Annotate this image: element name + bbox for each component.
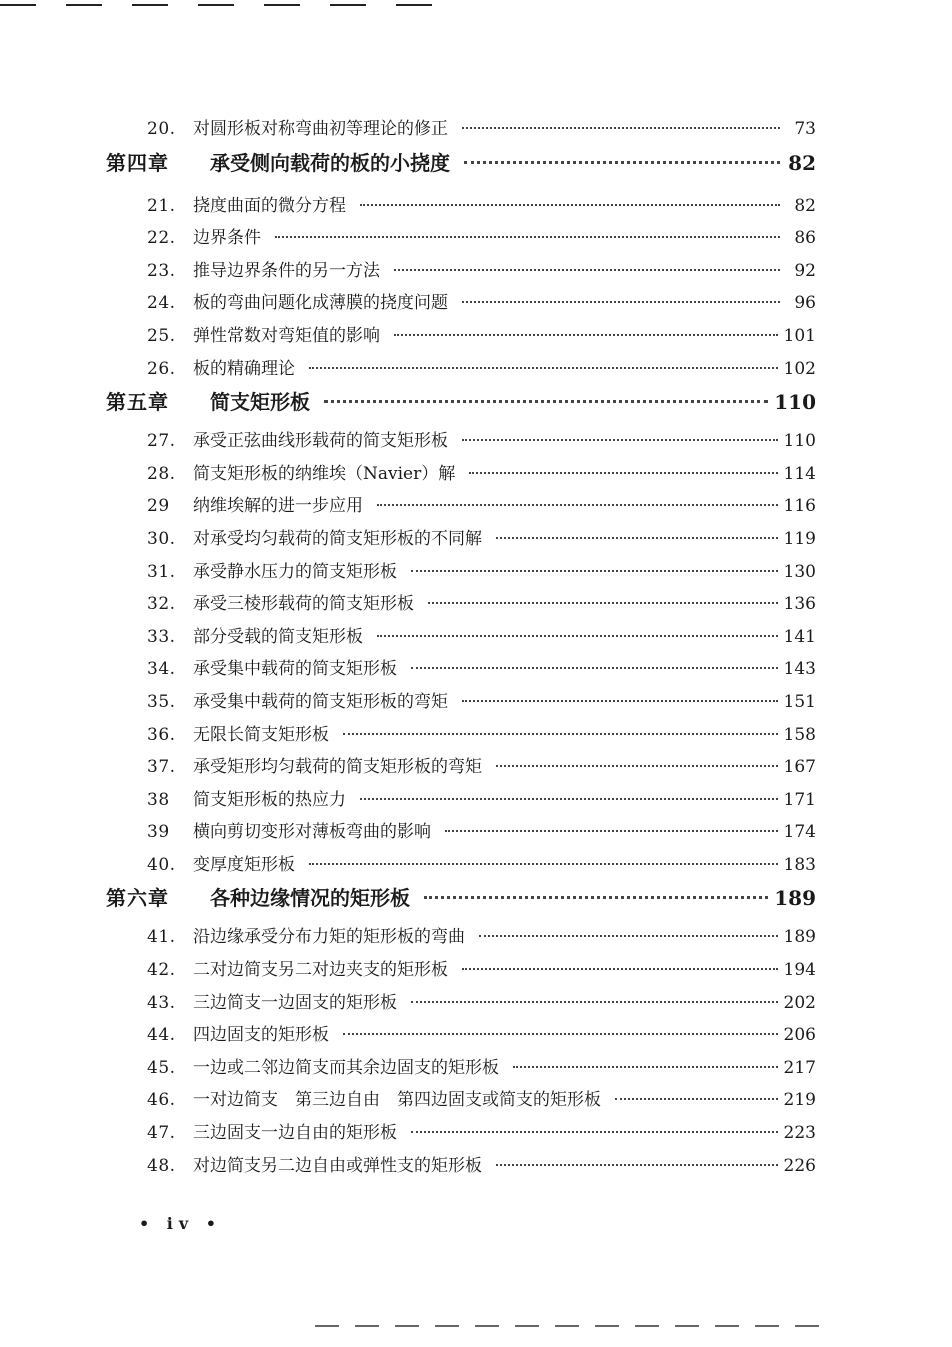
- section-title: 部分受载的简支矩形板: [193, 626, 363, 647]
- toc-entry-row: [104, 1151, 816, 1184]
- page-number: 194: [783, 960, 816, 981]
- section-number: 45.: [147, 1057, 176, 1078]
- section-number: 33.: [147, 626, 176, 647]
- section-number: 27.: [147, 431, 176, 452]
- page-number: 86: [794, 228, 816, 249]
- section-title: 三边简支一边固支的矩形板: [193, 992, 397, 1013]
- page-number: 82: [794, 195, 816, 216]
- dot-leader: [343, 733, 778, 735]
- section-title: 纳维埃解的进一步应用: [193, 496, 363, 517]
- dot-leader: [462, 700, 778, 702]
- toc-entry-row: [104, 687, 816, 720]
- dot-leader: [411, 570, 778, 572]
- toc-entry-row: [104, 988, 816, 1021]
- dot-leader: [496, 1164, 778, 1166]
- section-number: 48.: [147, 1155, 176, 1176]
- top-scan-rule: [0, 4, 445, 6]
- section-title: 对边简支另二边自由或弹性支的矩形板: [193, 1155, 482, 1176]
- section-number: 31.: [147, 561, 176, 582]
- page-number: 96: [794, 293, 816, 314]
- toc-entry-row: [104, 622, 816, 655]
- dot-leader: [445, 830, 778, 832]
- toc-entry-row: [104, 426, 816, 459]
- section-number: 34.: [147, 659, 176, 680]
- section-title: 简支矩形板的纳维埃（Navier）解: [193, 463, 456, 484]
- section-number: 44.: [147, 1025, 176, 1046]
- chapter-title: 简支矩形板: [210, 390, 310, 415]
- page-number: 158: [783, 724, 816, 745]
- section-title: 推导边界条件的另一方法: [193, 260, 380, 281]
- section-number: 22.: [147, 228, 176, 249]
- section-title: 横向剪切变形对薄板弯曲的影响: [193, 822, 431, 843]
- section-number: 35.: [147, 691, 176, 712]
- section-number: 37.: [147, 757, 176, 778]
- section-title: 承受三棱形载荷的简支矩形板: [193, 594, 414, 615]
- page-number: 189: [774, 886, 816, 911]
- page-number: 101: [783, 325, 816, 346]
- toc-entry-row: [104, 1118, 816, 1151]
- dot-leader: [377, 635, 778, 637]
- section-title: 四边固支的矩形板: [193, 1025, 329, 1046]
- section-title: 变厚度矩形板: [193, 854, 295, 875]
- toc-entry-row: [104, 321, 816, 354]
- dot-leader: [462, 968, 778, 970]
- toc-entry-row: [104, 256, 816, 289]
- section-title: 对承受均匀载荷的简支矩形板的不同解: [193, 528, 482, 549]
- chapter-title: 各种边缘情况的矩形板: [210, 886, 410, 911]
- section-title: 弹性常数对弯矩值的影响: [193, 325, 380, 346]
- dot-leader: [309, 863, 778, 865]
- toc-chapter-row: [104, 882, 816, 922]
- section-title: 承受静水压力的简支矩形板: [193, 561, 397, 582]
- page-number: 167: [783, 757, 816, 778]
- toc-entry-row: [104, 955, 816, 988]
- dot-leader: [469, 472, 777, 474]
- page-number: 110: [783, 431, 816, 452]
- page-number: 206: [783, 1025, 816, 1046]
- section-number: 40.: [147, 854, 176, 875]
- chapter-title: 承受侧向载荷的板的小挠度: [210, 150, 450, 175]
- toc-entry-row: [104, 589, 816, 622]
- dot-leader: [462, 301, 780, 303]
- page-number: 183: [783, 854, 816, 875]
- toc-entry-row: [104, 720, 816, 753]
- section-number: 26.: [147, 358, 176, 379]
- toc-entry-row: [104, 491, 816, 524]
- section-number: 38: [147, 789, 170, 810]
- page-number: 143: [783, 659, 816, 680]
- page-number: 217: [783, 1057, 816, 1078]
- section-title: 无限长简支矩形板: [193, 724, 329, 745]
- dot-leader: [411, 667, 778, 669]
- page-number: 130: [783, 561, 816, 582]
- dot-leader: [462, 127, 780, 129]
- chapter-label: 第四章: [106, 150, 169, 175]
- dot-leader: [428, 602, 778, 604]
- dot-leader: [411, 1131, 778, 1133]
- page-number: 151: [783, 691, 816, 712]
- page-number: 174: [783, 822, 816, 843]
- toc-entry-row: [104, 191, 816, 224]
- toc-chapter-row: [104, 147, 816, 191]
- section-title: 一对边简支 第三边自由 第四边固支或简支的矩形板: [193, 1090, 601, 1111]
- page-number: 110: [774, 390, 816, 415]
- section-number: 32.: [147, 594, 176, 615]
- section-title: 边界条件: [193, 228, 261, 249]
- chapter-label: 第六章: [106, 886, 169, 911]
- toc-entry-row: [104, 817, 816, 850]
- section-title: 承受集中载荷的简支矩形板的弯矩: [193, 691, 448, 712]
- toc-entry-row: [104, 850, 816, 883]
- page-number: 82: [788, 150, 816, 175]
- section-title: 板的弯曲问题化成薄膜的挠度问题: [193, 293, 448, 314]
- dot-leader: [377, 504, 778, 506]
- toc-entry-row: [104, 1020, 816, 1053]
- section-title: 承受集中载荷的简支矩形板: [193, 659, 397, 680]
- toc-entry-row: [104, 654, 816, 687]
- section-number: 25.: [147, 325, 176, 346]
- toc-chapter-row: [104, 386, 816, 426]
- dot-leader: [309, 367, 778, 369]
- page-number: 219: [783, 1090, 816, 1111]
- section-title: 二对边简支另二对边夹支的矩形板: [193, 960, 448, 981]
- page-number: 114: [783, 463, 816, 484]
- page-number: 171: [783, 789, 816, 810]
- toc-entry-row: [104, 223, 816, 256]
- dot-leader: [324, 400, 768, 403]
- page-number: 189: [783, 927, 816, 948]
- toc-entry-row: [104, 288, 816, 321]
- toc-entry-row: [104, 922, 816, 955]
- section-number: 42.: [147, 960, 176, 981]
- section-number: 46.: [147, 1090, 176, 1111]
- dot-leader: [343, 1033, 778, 1035]
- section-title: 挠度曲面的微分方程: [193, 195, 346, 216]
- section-title: 简支矩形板的热应力: [193, 789, 346, 810]
- section-title: 板的精确理论: [193, 358, 295, 379]
- dot-leader: [360, 798, 778, 800]
- dot-leader: [424, 896, 768, 899]
- dot-leader: [394, 334, 778, 336]
- page-number: 102: [783, 358, 816, 379]
- page-number: 136: [783, 594, 816, 615]
- toc-entry-row: [104, 354, 816, 387]
- dot-leader: [479, 935, 778, 937]
- toc-entry-row: [104, 1053, 816, 1086]
- page-number: 141: [783, 626, 816, 647]
- dot-leader: [496, 537, 778, 539]
- toc-entry-row: [104, 459, 816, 492]
- toc-entry-row: [104, 524, 816, 557]
- page-number: 92: [794, 260, 816, 281]
- section-number: 43.: [147, 992, 176, 1013]
- section-number: 39: [147, 822, 170, 843]
- page-number: 226: [783, 1155, 816, 1176]
- dot-leader: [411, 1001, 778, 1003]
- section-number: 41.: [147, 927, 176, 948]
- toc-entry-row: [104, 785, 816, 818]
- chapter-label: 第五章: [106, 390, 169, 415]
- dot-leader: [464, 161, 780, 164]
- toc-entry-row: [104, 752, 816, 785]
- toc-entry-row: [104, 557, 816, 590]
- section-number: 29: [147, 496, 170, 517]
- section-number: 24.: [147, 293, 176, 314]
- page-number: 73: [794, 119, 816, 139]
- section-number: 28.: [147, 463, 176, 484]
- page-number: 223: [783, 1123, 816, 1144]
- section-title: 沿边缘承受分布力矩的矩形板的弯曲: [193, 927, 465, 948]
- section-number: 30.: [147, 528, 176, 549]
- section-number: 21.: [147, 195, 176, 216]
- page-number: 202: [783, 992, 816, 1013]
- section-title: 对圆形板对称弯曲初等理论的修正: [193, 119, 448, 139]
- dot-leader: [462, 439, 778, 441]
- dot-leader: [360, 204, 780, 206]
- page-number-footer: • iv •: [139, 1214, 222, 1233]
- toc-entry-row: [104, 114, 816, 147]
- section-number: 20.: [147, 119, 176, 139]
- dot-leader: [496, 765, 778, 767]
- section-number: 36.: [147, 724, 176, 745]
- section-title: 一边或二邻边简支而其余边固支的矩形板: [193, 1057, 499, 1078]
- bottom-scan-rule: [315, 1325, 830, 1327]
- section-title: 承受正弦曲线形载荷的简支矩形板: [193, 431, 448, 452]
- dot-leader: [394, 269, 780, 271]
- section-number: 47.: [147, 1123, 176, 1144]
- toc-entry-row: [104, 1085, 816, 1118]
- table-of-contents: [104, 114, 816, 1183]
- section-title: 承受矩形均匀载荷的简支矩形板的弯矩: [193, 757, 482, 778]
- section-number: 23.: [147, 260, 176, 281]
- dot-leader: [615, 1098, 778, 1100]
- dot-leader: [513, 1066, 778, 1068]
- page-number: 119: [783, 528, 816, 549]
- section-title: 三边固支一边自由的矩形板: [193, 1123, 397, 1144]
- page-number: 116: [783, 496, 816, 517]
- dot-leader: [275, 236, 780, 238]
